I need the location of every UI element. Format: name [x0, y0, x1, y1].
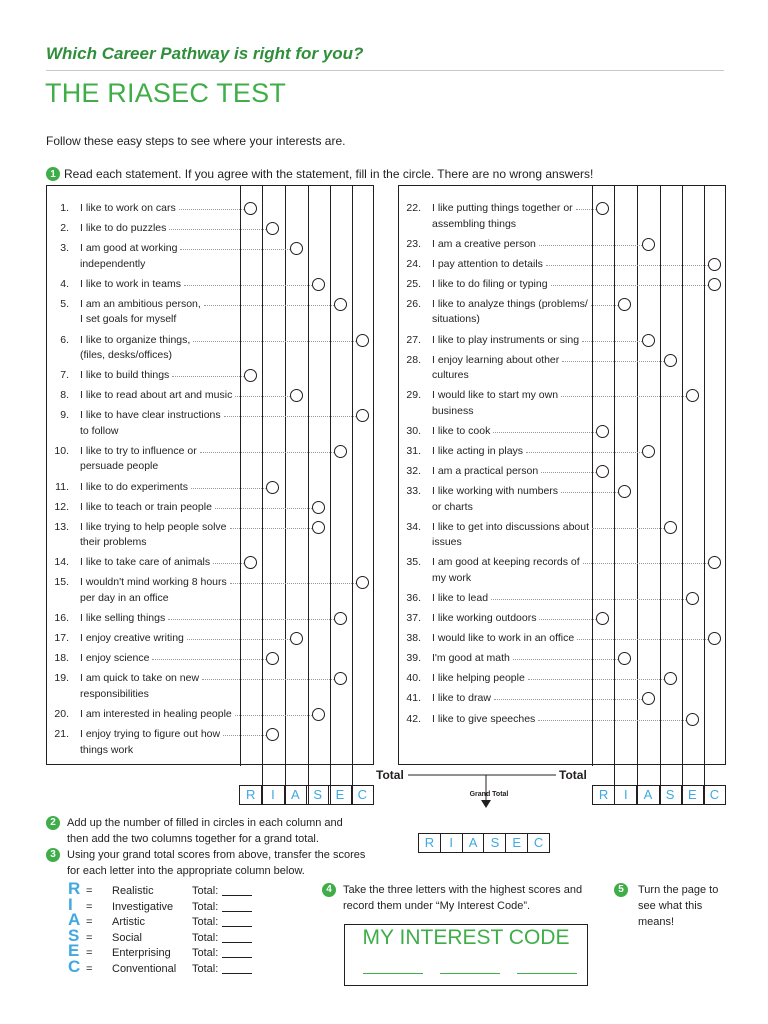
- statement-number: 40.: [406, 672, 421, 685]
- statement-text-line: I enjoy creative writing: [80, 632, 184, 645]
- statement-number: 14.: [54, 556, 69, 569]
- statement-text-line: I wouldn't mind working 8 hours: [80, 576, 227, 589]
- statement-text-line: or charts: [432, 500, 473, 513]
- statement-number: 32.: [406, 465, 421, 477]
- statement-text-line: I enjoy trying to figure out how: [80, 728, 221, 740]
- riasec-letter-cell[interactable]: S: [483, 834, 505, 852]
- statement-text-line: I am an ambitious person,: [80, 297, 201, 310]
- statement-text-line: I like working outdoors: [432, 612, 537, 624]
- legend-total-label: Total:: [192, 885, 219, 897]
- step-3-text: Using your grand total scores from above, transfer the scores for each letter into the appropriate column below.: [67, 849, 366, 877]
- riasec-letter-cell[interactable]: R: [598, 787, 609, 802]
- statement-text-line: business: [432, 404, 474, 417]
- step-4-number: 4: [322, 883, 336, 897]
- interest-code-blank-3[interactable]: [517, 973, 577, 974]
- statement-number: 21.: [54, 728, 69, 740]
- statement-number: 28.: [406, 353, 421, 366]
- statement-number: 29.: [406, 389, 421, 402]
- statement-text-line: I am a practical person: [432, 465, 539, 477]
- riasec-letter-cell[interactable]: C: [703, 786, 725, 804]
- legend-total-label: Total:: [192, 947, 219, 960]
- riasec-letter-cell[interactable]: E: [505, 834, 527, 852]
- interest-code-blank-2[interactable]: [440, 973, 500, 974]
- grand-total-label: Grand Total: [469, 791, 509, 798]
- statement-text-line: I'm good at math: [432, 652, 510, 665]
- statement-number: 3.: [60, 242, 69, 255]
- statement-text-line: to follow: [80, 424, 119, 437]
- statement-text-line: their problems: [80, 536, 147, 549]
- legend-total-label: Total:: [192, 900, 219, 913]
- statement-text-line: assembling things: [432, 217, 517, 230]
- statement-text-line: I like selling things: [80, 612, 166, 624]
- statement-text-line: I set goals for myself: [80, 313, 177, 326]
- statement-number: 36.: [406, 591, 421, 604]
- statement-number: 8.: [60, 389, 69, 402]
- statement-number: 15.: [54, 576, 69, 589]
- legend-row: [68, 943, 252, 959]
- step-1-number: 1: [46, 167, 60, 181]
- legend-row: [68, 912, 252, 928]
- riasec-letter-cell[interactable]: C: [351, 786, 373, 804]
- statement-text-line: my work: [432, 571, 472, 584]
- statement-text-line: per day in an office: [80, 591, 169, 604]
- statement-text-line: (files, desks/offices): [80, 349, 173, 361]
- statement-number: 30.: [406, 424, 421, 437]
- statement-number: 18.: [54, 652, 69, 665]
- legend-name: Artistic: [112, 916, 145, 929]
- legend-total-label: Total:: [192, 931, 219, 944]
- statement-text-line: I enjoy learning about other: [432, 353, 560, 366]
- statement-number: 20.: [54, 707, 69, 720]
- legend-letter: C: [68, 956, 81, 976]
- statement-text-line: I like to do filing or typing: [432, 277, 548, 290]
- statement-number: 17.: [54, 632, 69, 645]
- statement-number: 24.: [406, 257, 421, 270]
- statement-number: 38.: [406, 632, 421, 645]
- total-label-right: Total: [559, 768, 587, 782]
- legend-letter: A: [68, 910, 81, 930]
- statement-text-line: I like to take care of animals: [80, 556, 211, 569]
- statement-text-line: I like acting in plays: [432, 444, 524, 457]
- legend-row: [68, 956, 252, 976]
- statement-number: 9.: [60, 409, 69, 422]
- statement-text-line: I would like to start my own: [432, 389, 559, 402]
- riasec-letter-cell[interactable]: I: [440, 834, 462, 852]
- legend-letter: E: [68, 941, 80, 961]
- statement-number: 4.: [60, 277, 69, 290]
- interest-code-box: [344, 924, 588, 986]
- statement-text-line: I like to try to influence or: [80, 444, 197, 457]
- statement-text-line: I like trying to help people solve: [80, 520, 227, 533]
- legend-total-blank[interactable]: [222, 942, 252, 943]
- legend-total-blank[interactable]: [222, 973, 252, 974]
- statement-number: 10.: [54, 444, 69, 457]
- statement-text-line: I like to cook: [432, 424, 491, 437]
- statement-number: 27.: [406, 333, 421, 346]
- riasec-letter-cell[interactable]: S: [659, 786, 681, 804]
- statement-text-line: I am good at working: [80, 242, 178, 255]
- statement-text-line: persuade people: [80, 460, 159, 473]
- statement-text-line: I am a creative person: [432, 237, 536, 250]
- intro-text: Follow these easy steps to see where your interests are.: [46, 134, 346, 148]
- riasec-letter-cell[interactable]: S: [306, 786, 328, 804]
- legend-name: Realistic: [112, 885, 154, 897]
- statement-number: 42.: [406, 712, 421, 725]
- statement-number: 6.: [60, 333, 69, 346]
- statement-text-line: I like to teach or train people: [80, 500, 212, 513]
- statement-number: 2.: [60, 222, 69, 235]
- legend-row: [68, 881, 252, 897]
- statement-number: 26.: [406, 297, 421, 310]
- statement-text-line: I like to do experiments: [80, 480, 188, 493]
- riasec-letter-cell[interactable]: A: [636, 786, 658, 804]
- legend-equals: =: [86, 885, 93, 897]
- riasec-letter-cell[interactable]: E: [681, 786, 703, 804]
- interest-code-blank-1[interactable]: [363, 973, 423, 974]
- statement-text-line: I like to organize things,: [80, 333, 191, 346]
- step-2-text: Add up the number of filled in circles in each column and then add the two columns together for a grand total.: [67, 817, 343, 845]
- step-3-number: 3: [46, 848, 60, 862]
- statement-text-line: independently: [80, 257, 146, 270]
- statement-text-line: issues: [432, 536, 462, 549]
- statement-number: 37.: [406, 612, 421, 624]
- legend-total-label: Total:: [192, 962, 219, 975]
- statement-text-line: situations): [432, 313, 480, 326]
- legend-letter: S: [68, 925, 80, 945]
- legend-equals: =: [86, 947, 93, 960]
- legend-name: Enterprising: [112, 947, 171, 960]
- legend-total-blank[interactable]: [222, 895, 252, 896]
- statement-text-line: I am good at keeping records of: [432, 556, 580, 569]
- statement-number: 13.: [54, 520, 69, 533]
- statement-text-line: I pay attention to details: [432, 257, 543, 270]
- statement-text-line: I like putting things together or: [432, 202, 573, 214]
- statement-text-line: I like working with numbers: [432, 485, 559, 498]
- statement-text-line: I am quick to take on new: [80, 672, 200, 685]
- statement-text-line: I like to build things: [80, 369, 170, 382]
- statement-text-line: I am interested in healing people: [80, 707, 232, 720]
- statement-number: 41.: [406, 692, 421, 705]
- statement-text-line: responsibilities: [80, 687, 149, 700]
- legend-total-label: Total:: [192, 916, 219, 929]
- legend-equals: =: [86, 962, 93, 975]
- statement-text-line: I like to work on cars: [80, 202, 176, 214]
- riasec-letter-cell[interactable]: I: [614, 786, 636, 804]
- statement-text-line: I like to read about art and music: [80, 389, 233, 402]
- step-5-number: 5: [614, 883, 628, 897]
- statement-number: 23.: [406, 237, 421, 250]
- step-1-text: Read each statement. If you agree with the statement, fill in the circle. There are no wrong answers!: [64, 167, 594, 181]
- statement-text-line: I would like to work in an office: [432, 632, 575, 645]
- interest-code-title: MY INTEREST CODE: [362, 926, 570, 949]
- statement-text-line: I like to draw: [432, 692, 491, 705]
- legend-name: Investigative: [112, 900, 174, 913]
- step-2-number: 2: [46, 816, 60, 830]
- legend-total-blank[interactable]: [222, 911, 252, 912]
- step-4: [322, 882, 592, 914]
- statement-text-line: I like to do puzzles: [80, 222, 167, 235]
- statement-text-line: I like to play instruments or sing: [432, 333, 580, 346]
- riasec-letter-cell[interactable]: R: [424, 835, 435, 850]
- statement-number: 1.: [60, 202, 69, 214]
- legend-equals: =: [86, 916, 93, 929]
- page-title: THE RIASEC TEST: [45, 78, 287, 108]
- step-5-text: Turn the page to see what this means!: [638, 884, 719, 928]
- legend-equals: =: [86, 931, 93, 944]
- statement-number: 5.: [60, 297, 69, 310]
- statement-text-line: things work: [80, 743, 134, 756]
- total-label-left: Total: [376, 768, 404, 782]
- legend-total-blank[interactable]: [222, 926, 252, 927]
- statement-number: 12.: [54, 500, 69, 513]
- statement-text-line: I like to give speeches: [432, 712, 536, 725]
- legend-letter: I: [68, 894, 73, 914]
- riasec-letter-cell[interactable]: C: [527, 834, 549, 852]
- statement-number: 11.: [55, 480, 69, 493]
- statement-text-line: I like to get into discussions about: [432, 520, 590, 533]
- riasec-letter-cell[interactable]: E: [328, 786, 350, 804]
- statement-text-line: I like to analyze things (problems/: [432, 297, 588, 310]
- statement-number: 33.: [406, 485, 421, 498]
- statement-number: 25.: [406, 277, 421, 290]
- step-3: [46, 847, 366, 879]
- riasec-legend: [68, 881, 252, 975]
- statement-text-line: I enjoy science: [80, 652, 150, 665]
- legend-letter: R: [68, 879, 81, 898]
- legend-equals: =: [86, 900, 93, 913]
- riasec-letter-cell[interactable]: R: [245, 787, 256, 802]
- statement-number: 16.: [54, 612, 69, 624]
- statement-text-line: I like to have clear instructions: [80, 409, 221, 422]
- legend-total-blank[interactable]: [222, 957, 252, 958]
- statement-text-line: cultures: [432, 369, 469, 382]
- legend-row: [68, 894, 252, 914]
- statement-text-line: I like helping people: [432, 672, 525, 685]
- legend-row: [68, 925, 252, 945]
- legend-name: Conventional: [112, 962, 177, 975]
- statement-number: 31.: [406, 444, 421, 457]
- riasec-letter-cell[interactable]: A: [284, 786, 306, 804]
- page-subtitle: Which Career Pathway is right for you?: [46, 44, 364, 63]
- step-5: [614, 882, 724, 930]
- step-4-text: Take the three letters with the highest scores and record them under “My Interest Code”.: [343, 884, 583, 912]
- statement-number: 7.: [60, 369, 69, 382]
- step-2: [46, 815, 366, 847]
- riasec-letter-cell[interactable]: I: [261, 786, 283, 804]
- statement-number: 35.: [406, 556, 421, 569]
- statement-number: 19.: [54, 672, 69, 685]
- riasec-letter-cell[interactable]: A: [462, 834, 484, 852]
- statement-number: 34.: [406, 520, 421, 533]
- statement-text-line: I like to lead: [432, 591, 489, 604]
- statement-number: 39.: [406, 652, 421, 665]
- legend-name: Social: [112, 931, 142, 944]
- statement-number: 22.: [406, 202, 421, 214]
- statement-text-line: I like to work in teams: [80, 277, 181, 290]
